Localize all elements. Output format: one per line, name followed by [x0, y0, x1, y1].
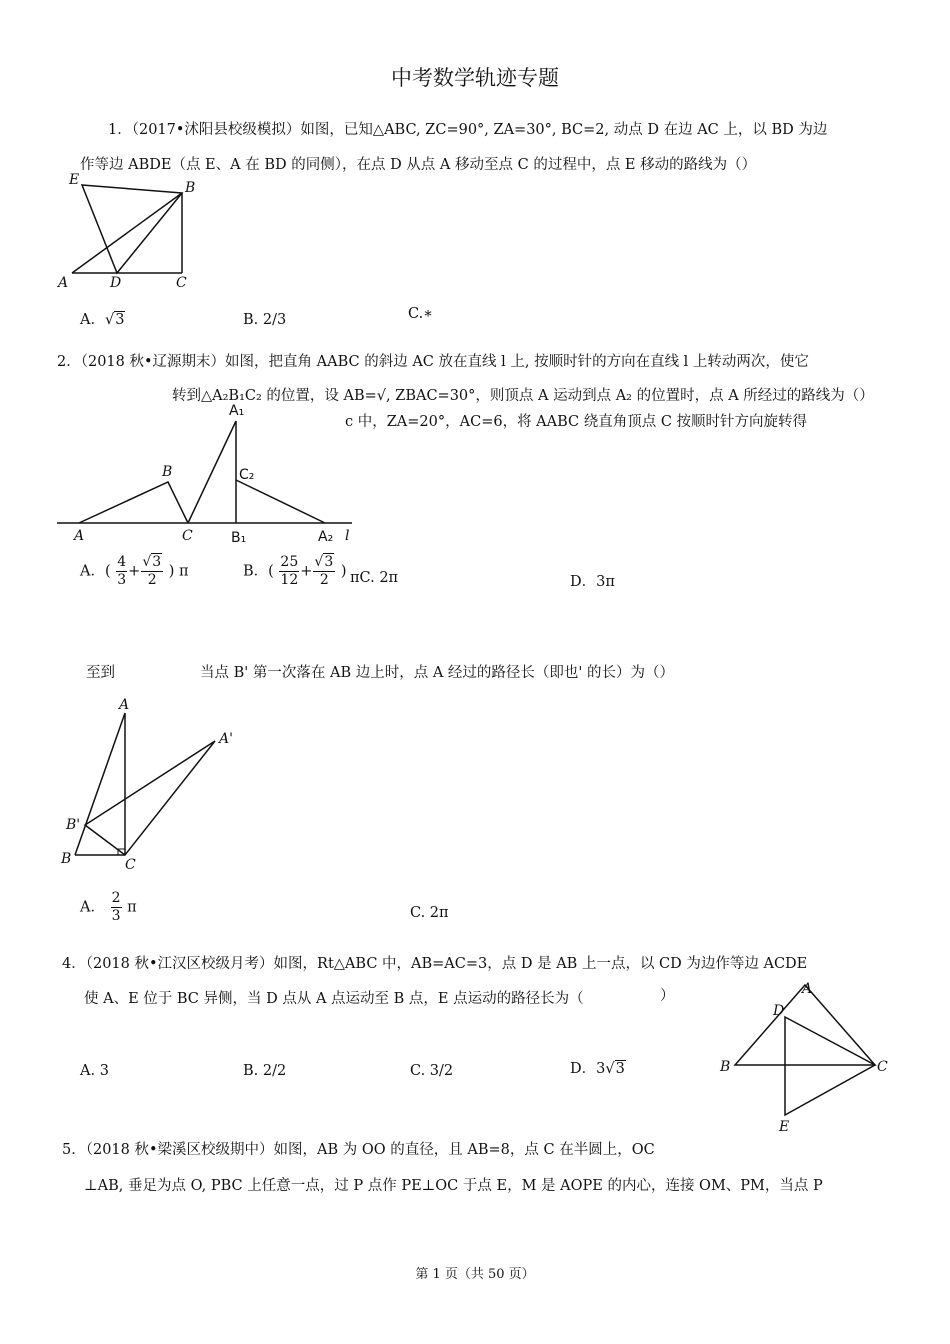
page-footer: 第 1 页（共 50 页） — [415, 1267, 535, 1282]
q4-text-line1: 4．（2018 秋•江汉区校级月考）如图，Rt△ABC 中，AB=AC=3，点 D 是 AB 上一点，以 CD 为边作等边 ACDE — [62, 956, 808, 972]
q1-label-b: B — [185, 180, 196, 196]
q3-triangle-rotated — [85, 741, 215, 855]
q2-option-b-label: B．( — [243, 563, 274, 580]
q4-option-d-coef: 3 — [596, 1061, 606, 1077]
q1-option-a-label: A． — [80, 312, 105, 328]
sqrt-icon: √3 — [104, 312, 125, 328]
q2-label-l: l — [345, 528, 350, 544]
q2-text-line2: 转到△A₂B₁C₂ 的位置，设 AB=√, ZBAC=30°，则顶点 A 运动到点 A₂ 的位置时，点 A 所经过的路线为（） — [172, 388, 874, 404]
page-title: 中考数学轨迹专题 — [391, 66, 559, 90]
q2-label-b: B — [162, 464, 173, 480]
q2-option-b-f2-rad: 3 — [324, 554, 334, 570]
q2-label-a2: A₂ — [318, 529, 334, 545]
q2-option-a-f2-num — [141, 554, 163, 572]
q2-option-b-f1-den: 12 — [280, 572, 299, 588]
q1-option-a — [80, 308, 125, 329]
q2-option-a — [80, 554, 189, 589]
q2-label-c: C — [182, 528, 193, 544]
q1-label-c: C — [176, 275, 187, 291]
q3-option-a-label: A． — [80, 899, 105, 916]
q2-segment-c2a2 — [236, 480, 325, 523]
q2-option-a-fraction2 — [141, 554, 163, 589]
q2-option-b-fraction1 — [279, 554, 299, 589]
q2-option-a-f2-rad: 3 — [152, 554, 162, 570]
q4-label-d: D — [773, 1003, 785, 1019]
q1-text-line2: 作等边 ABDE（点 E、A 在 BD 的同侧），在点 D 从点 A 移动至点 C 的过程中，点 E 移动的路线为（） — [80, 157, 757, 173]
q3-label-a: A — [119, 697, 130, 713]
q2-text-line3: c 中，ZA=20°，AC=6，将 AABC 绕直角顶点 C 按顺时针方向旋转得 — [345, 414, 808, 430]
q4-triangle-cde — [785, 1017, 875, 1115]
q5-text-line1: 5．（2018 秋•梁溪区校级期中）如图，AB 为 OO 的直径，且 AB=8，点 C 在半圆上，OC — [62, 1142, 655, 1158]
q3-option-c: C. 2π — [410, 905, 449, 921]
q4-label-c: C — [877, 1059, 888, 1075]
q2-option-b-tail: ) — [340, 563, 347, 580]
q2-segment-ca1 — [188, 421, 236, 523]
q1-label-e: E — [69, 172, 80, 188]
q1-option-a-radicand: 3 — [115, 312, 125, 328]
q4-text-line2: 使 A、E 位于 BC 异侧，当 D 点从 A 点运动至 B 点，E 点运动的路径长为（ — [84, 991, 584, 1007]
q2-figure — [55, 400, 370, 550]
q2-label-b1: B₁ — [231, 530, 247, 546]
q3-text-part-a: 至到 — [86, 665, 115, 681]
q3-label-a-prime: A' — [219, 731, 233, 747]
q2-option-b-f2-den: 2 — [319, 572, 329, 588]
q3-figure — [55, 695, 255, 880]
q1-label-a: A — [58, 275, 69, 291]
q5-text-line2: ⊥AB, 垂足为点 O, PBC 上任意一点，过 P 点作 PE⊥OC 于点 E，M 是 AOPE 的内心，连接 OM、PM，当点 P — [84, 1178, 823, 1194]
sqrt-icon: √3 — [142, 554, 162, 570]
q3-option-a-den: 3 — [111, 908, 121, 924]
q4-option-a: A. 3 — [80, 1063, 109, 1079]
q3-option-a-fraction — [111, 890, 122, 925]
q2-text-line1: 2．（2018 秋•辽源期末）如图，把直角 AABC 的斜边 AC 放在直线 l 上, 按顺时针的方向在直线 l 上转动两次，使它 — [57, 354, 809, 370]
q2-option-a-tail: ) π — [168, 563, 189, 580]
q4-option-d-radicand: 3 — [615, 1061, 625, 1077]
q4-option-d — [570, 1057, 626, 1078]
q2-option-a-label: A．( — [80, 563, 111, 580]
q3-option-a-num: 2 — [111, 890, 121, 906]
q4-option-b: B. 2/2 — [243, 1063, 287, 1079]
q2-option-c: πC. 2π — [350, 570, 399, 586]
q4-label-e: E — [779, 1119, 790, 1135]
q2-triangle-abc — [79, 482, 188, 523]
q3-option-a-tail: π — [127, 899, 137, 916]
q3-option-a — [80, 890, 137, 925]
q3-label-b-prime: B' — [66, 817, 81, 833]
q4-option-d-label: D． — [570, 1061, 597, 1077]
q3-label-c: C — [125, 857, 136, 873]
q4-figure — [715, 975, 895, 1140]
q2-option-a-plus: + — [128, 563, 141, 580]
q3-label-b: B — [61, 851, 72, 867]
q2-option-b-fraction2 — [313, 554, 335, 589]
sqrt-icon: √3 — [314, 554, 334, 570]
q4-option-c: C. 3/2 — [410, 1063, 454, 1079]
q4-text-line2-end: ） — [660, 988, 675, 1004]
q1-text-line1: 1．（2017•沭阳县校级模拟）如图，已知△ABC, ZC=90°, ZA=30°, BC=2, 动点 D 在边 AC 上，以 BD 为边 — [108, 122, 828, 138]
q2-option-a-f1-num: 4 — [117, 554, 127, 570]
q2-label-a: A — [74, 528, 85, 544]
q2-option-a-f2-den: 2 — [147, 572, 157, 588]
q2-option-b — [243, 554, 347, 589]
q1-label-d: D — [110, 275, 122, 291]
q3-segment-ab — [75, 713, 125, 855]
q2-label-a1: A₁ — [229, 403, 245, 419]
q2-option-a-fraction1 — [116, 554, 127, 589]
q1-option-c: C.∗ — [408, 306, 434, 322]
q3-text-part-b: 当点 B' 第一次落在 AB 边上时，点 A 经过的路径长（即也' 的长）为（） — [200, 665, 674, 681]
q2-label-c2: C₂ — [239, 467, 255, 483]
q4-label-b: B — [720, 1059, 731, 1075]
q1-option-b: B. 2/3 — [243, 312, 287, 328]
q2-option-b-f2-num — [313, 554, 335, 572]
q2-option-b-plus: + — [300, 563, 313, 580]
q1-figure — [55, 170, 205, 295]
sqrt-icon: √3 — [605, 1061, 625, 1077]
q2-option-b-f1-num: 25 — [280, 554, 299, 570]
q4-label-a: A — [802, 981, 813, 997]
q2-option-a-f1-den: 3 — [117, 572, 127, 588]
q2-option-d: D．3π — [570, 574, 615, 590]
